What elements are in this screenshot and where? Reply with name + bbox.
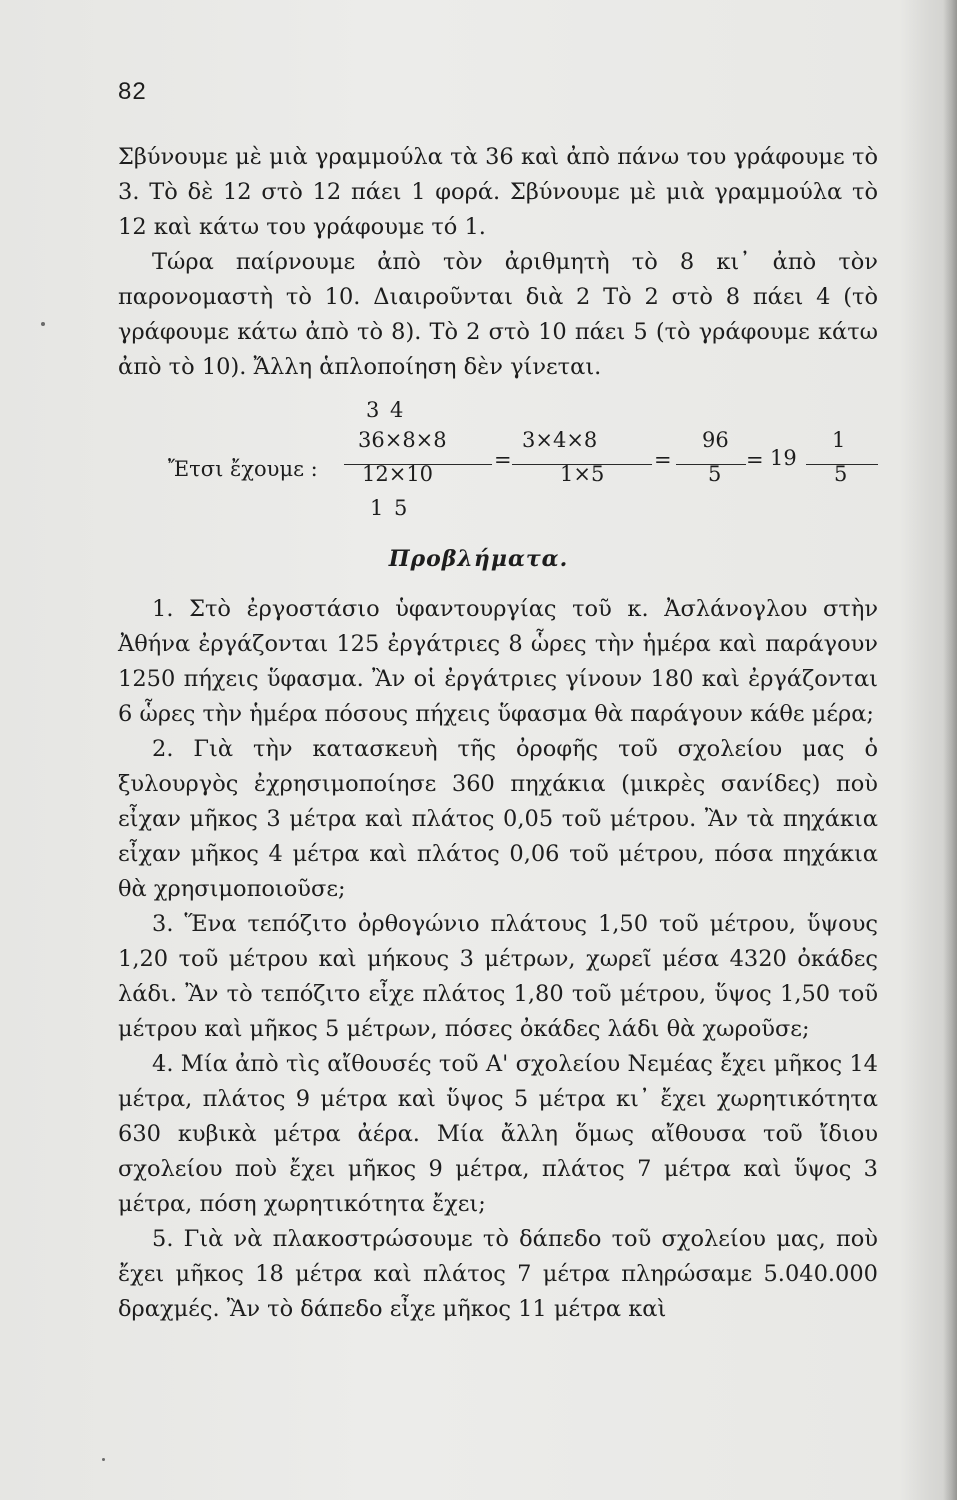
problem-item: 2. Γιὰ τὴν κατασκευὴ τῆς ὀροφῆς τοῦ σχολείου μας ὁ ξυλουργὸς ἐχρησιμοποίησε 360 πηχάκια (μικρὲς σανίδες) ποὺ εἶχαν μῆκος 3 μέτρα καὶ πλάτος 0,05 τοῦ μέτρου. Ἂν τὰ πηχάκια εἶχαν μῆκος 4 μέτρα καὶ πλάτος 0,06 τοῦ μέτρου, πόσα πηχάκια θὰ χρησιμοποιοῦσε;	[118, 736, 878, 902]
page-speck	[102, 1458, 105, 1461]
cancel-bottom-digits: 1 5	[370, 496, 410, 520]
intro-text	[118, 140, 878, 385]
problem-item: 1. Στὸ ἐργοστάσιο ὑφαντουργίας τοῦ κ. Ἀσλάνογλου στὴν Ἀθήνα ἐργάζονται 125 ἐργάτριες 8 ὧρες τὴν ἡμέρα καὶ παράγουν 1250 πήχεις ὕφασμα. Ἂν οἱ ἐργάτριες γίνουν 180 καὶ ἐργάζονται 6 ὧρες τὴν ἡμέρα πόσους πήχεις ὕφασμα θὰ παράγουν κάθε μέρα;	[118, 596, 878, 727]
section-heading: Προβλήματα.	[388, 546, 569, 572]
result-numerator: 1	[832, 428, 846, 452]
page-speck	[41, 322, 45, 326]
formula-denominator-1: 12×10	[362, 462, 434, 486]
page-spine-shadow	[943, 0, 957, 1500]
page-number: 82	[118, 78, 147, 105]
problem-item: 5. Γιὰ νὰ πλακοστρώσουμε τὸ δάπεδο τοῦ σχολείου μας, ποὺ ἔχει μῆκος 18 μέτρα καὶ πλάτος 7 μέτρα πληρώσαμε 5.040.000 δραχμές. Ἂν τὸ δάπεδο εἶχε μῆκος 11 μέτρα καὶ	[118, 1226, 878, 1322]
equals-sign: =	[746, 448, 764, 472]
problem-item: 4. Μία ἀπὸ τὶς αἴθουσές τοῦ Α' σχολείου Νεμέας ἔχει μῆκος 14 μέτρα, πλάτος 9 μέτρα καὶ ὕψος 5 μέτρα κι᾽ ἔχει χωρητικότητα 630 κυβικὰ μέτρα ἀέρα. Μία ἄλλη ὅμως αἴθουσα τοῦ ἴδιου σχολείου ποὺ ἔχει μῆκος 9 μέτρα, πλάτος 7 μέτρα καὶ ὕψος 3 μέτρα, πόση χωρητικότητα ἔχει;	[118, 1051, 878, 1217]
formula-numerator-2: 3×4×8	[522, 428, 598, 452]
formula-label: Ἔτσι ἔχουμε :	[168, 457, 318, 481]
problems-list	[118, 592, 878, 1327]
problem-item: 3. Ἕνα τεπόζιτο ὀρθογώνιο πλάτους 1,50 τοῦ μέτρου, ὕψους 1,20 τοῦ μέτρου καὶ μήκους 3 μέτρων, χωρεῖ μέσα 4320 ὀκάδες λάδι. Ἂν τὸ τεπόζιτο εἶχε πλάτος 1,80 τοῦ μέτρου, ὕψος 1,50 τοῦ μέτρου καὶ μῆκος 5 μέτρων, πόσες ὀκάδες λάδι θὰ χωροῦσε;	[118, 911, 878, 1042]
result-whole: 19	[770, 446, 797, 470]
formula-denominator-3: 5	[708, 462, 722, 486]
intro-paragraph: Τώρα παίρνουμε ἀπὸ τὸν ἀριθμητὴ τὸ 8 κι᾽ ἀπὸ τὸν παρονομαστὴ τὸ 10. Διαιροῦνται διὰ 2 Τὸ 2 στὸ 8 πάει 4 (τὸ γράφουμε κάτω ἀπὸ τὸ 8). Τὸ 2 στὸ 10 πάει 5 (τὸ γράφουμε κάτω ἀπὸ τὸ 10). Ἄλλη ἁπλοποίηση δὲν γίνεται.	[118, 249, 878, 380]
equals-sign: =	[654, 448, 672, 472]
formula-numerator-1: 36×8×8	[358, 428, 447, 452]
equals-sign: =	[494, 448, 512, 472]
formula-numerator-3: 96	[702, 428, 729, 452]
result-denominator: 5	[834, 462, 848, 486]
intro-paragraph: Σβύνουμε μὲ μιὰ γραμμούλα τὰ 36 καὶ ἀπὸ πάνω του γράφουμε τὸ 3. Τὸ δὲ 12 στὸ 12 πάει 1 φορά. Σβύνουμε μὲ μιὰ γραμμούλα τὸ 12 καὶ κάτω του γράφουμε τό 1.	[118, 144, 878, 240]
formula-denominator-2: 1×5	[560, 462, 605, 486]
cancel-top-digits: 3 4	[366, 398, 406, 422]
